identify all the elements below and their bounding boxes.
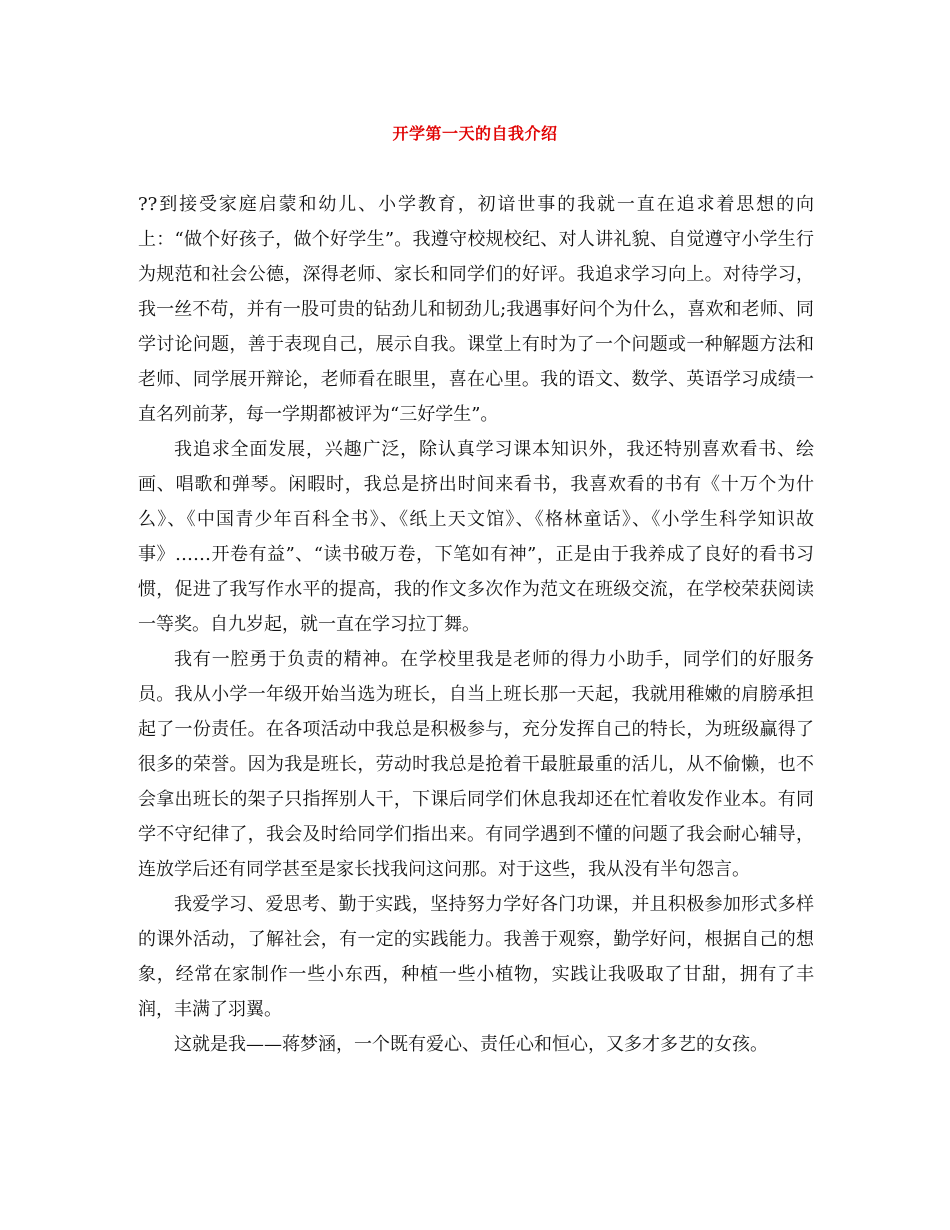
paragraph-2: 我追求全面发展，兴趣广泛，除认真学习课本知识外，我还特别喜欢看书、绘画、唱歌和弹琴。闲暇时，我总是挤出时间来看书，我喜欢看的书有《十万个为什么》、《中国青少年百科全书》、《纸上天文馆》、《格林童话》、《小学生科学知识故事》……开卷有益”、“读书破万卷，下笔如有神”，正是由于我养成了良好的看书习惯，促进了我写作水平的提高，我的作文多次作为范文在班级交流，在学校荣获阅读一等奖。自九岁起，就一直在学习拉丁舞。	[138, 439, 814, 635]
paragraph-5: 这就是我——蒋梦涵，一个既有爱心、责任心和恒心，又多才多艺的女孩。	[174, 1034, 768, 1055]
document-title: 开学第一天的自我介绍	[392, 124, 558, 143]
paragraph-3: 我有一腔勇于负责的精神。在学校里我是老师的得力小助手，同学们的好服务员。我从小学一年级开始当选为班长，自当上班长那一天起，我就用稚嫩的肩膀承担起了一份责任。在各项活动中我总是积极参与，充分发挥自己的特长，为班级赢得了很多的荣誉。因为我是班长，劳动时我总是抢着干最脏最重的活儿，从不偷懒，也不会拿出班长的架子只指挥别人干，下课后同学们休息我却还在忙着收发作业本。有同学不守纪律了，我会及时给同学们指出来。有同学遇到不懂的问题了我会耐心辅导，连放学后还有同学甚至是家长找我问这问那。对于这些，我从没有半句怨言。	[138, 649, 814, 880]
paragraph-1: ??到接受家庭启蒙和幼儿、小学教育，初谙世事的我就一直在追求着思想的向上：“做个好孩子，做个好学生”。我遵守校规校纪、对人讲礼貌、自觉遵守小学生行为规范和社会公德，深得老师、家长和同学们的好评。我追求学习向上。对待学习，我一丝不苟，并有一股可贵的钻劲儿和韧劲儿;我遇事好问个为什么，喜欢和老师、同学讨论问题，善于表现自己，展示自我。课堂上有时为了一个问题或一种解题方法和老师、同学展开辩论，老师看在眼里，喜在心里。我的语文、数学、英语学习成绩一直名列前茅，每一学期都被评为“三好学生”。	[138, 194, 814, 425]
document-body	[138, 187, 814, 1062]
paragraph-4: 我爱学习、爱思考、勤于实践，坚持努力学好各门功课，并且积极参加形式多样的课外活动，了解社会，有一定的实践能力。我善于观察，勤学好问，根据自己的想象，经常在家制作一些小东西，种植一些小植物，实践让我吸取了甘甜，拥有了丰润，丰满了羽翼。	[138, 894, 814, 1020]
